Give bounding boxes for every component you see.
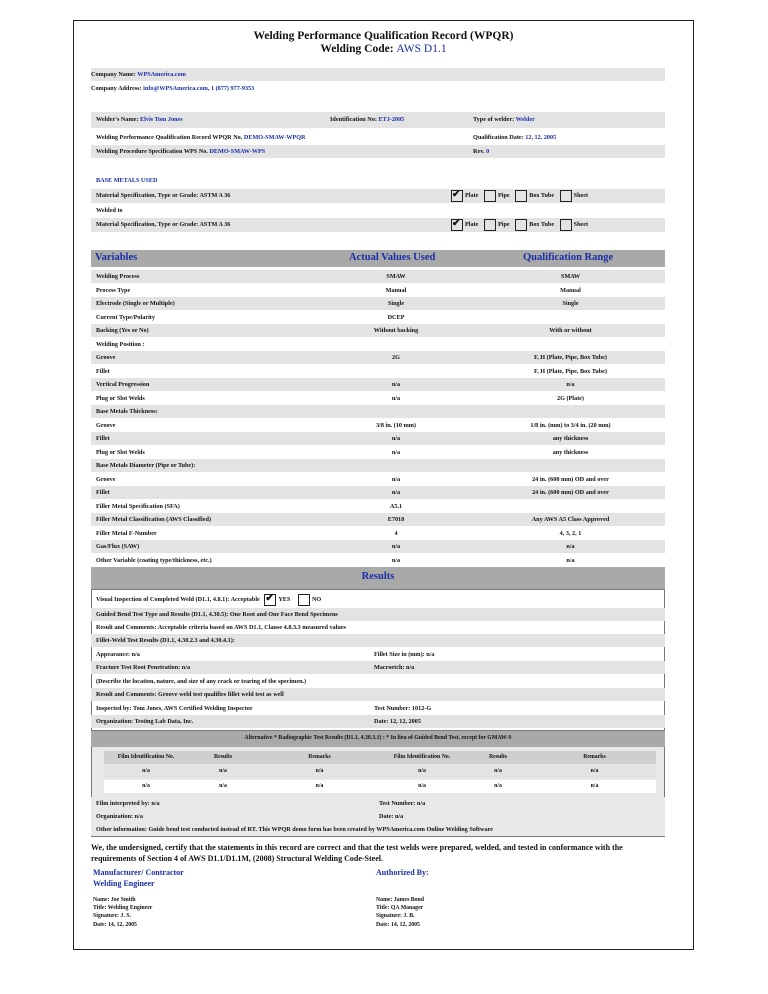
qual-date-cell: [473, 131, 556, 144]
base-metals-title-row: [91, 174, 665, 187]
welder-type-cell: [473, 112, 535, 128]
pipe-checkbox[interactable]: [484, 219, 496, 231]
right-signer-title: Title: QA Manager: [376, 905, 424, 912]
variable-row: [91, 338, 665, 351]
certification-statement: We, the undersigned, certify that the statements in this record are correct and that the test welds were prepared, welded, and tested in conformance with the requirements of Section 4 of AWS D1.1/D1.1M, (2008) Structural Welding Code-Steel.: [91, 843, 623, 863]
variable-label: Fillet: [96, 367, 110, 375]
left-signer-name: Name: Joe Smith: [93, 897, 136, 903]
company-name-row: [91, 68, 665, 81]
bend-test-row: [91, 608, 665, 621]
rt-cell: n/a: [494, 768, 502, 774]
organization: Organization: Testing Lab Data, Inc.: [96, 718, 194, 725]
welding-code: [73, 43, 694, 55]
qualification-range-value: n/a: [566, 543, 575, 550]
actual-value: Single: [387, 300, 405, 307]
actual-value: 3/8 in. (10 mm): [376, 421, 416, 429]
variable-row: [91, 486, 665, 499]
actual-value: n/a: [391, 475, 401, 483]
variable-row: [91, 365, 665, 378]
variable-label: Welding Process: [96, 273, 140, 280]
variable-row: [91, 392, 665, 405]
appearance-row: [91, 648, 665, 661]
company-name-label: Company Name:: [91, 71, 136, 78]
variable-row: [91, 473, 665, 486]
qualification-range-value: F, H (Plate, Pipe, Box Tube): [534, 354, 607, 361]
welded-to: Welded to: [96, 207, 123, 214]
variable-label: Process Type: [96, 286, 131, 294]
variable-row: [91, 378, 665, 391]
rt-header: [91, 731, 665, 747]
qualification-range-value: Single: [562, 300, 579, 307]
wps-row: [91, 145, 665, 158]
qualification-range-value: Any AWS A5 Class Approved: [531, 516, 610, 523]
pipe-checkbox[interactable]: [484, 190, 496, 202]
test-number: Test Number: 1012-G: [374, 705, 432, 712]
variable-label: Base Metals Diameter (Pipe or Tube):: [96, 462, 196, 469]
actual-value: n/a: [391, 435, 401, 442]
plate-label: Plate: [465, 221, 479, 228]
describe: (Describe the location, nature, and size of any crack or tearing of the specimen.): [96, 678, 307, 685]
results-title: Results: [361, 571, 395, 582]
fillet-comments-row: [91, 688, 665, 701]
variable-label: Fillet: [96, 489, 110, 496]
film-interpreted-by: Film interpreted by: n/a: [96, 800, 160, 807]
wpqr-number: DEMO-SMAW-WPQR: [243, 134, 306, 141]
pipe-label: Pipe: [497, 192, 510, 199]
box-tube-checkbox[interactable]: [515, 219, 527, 231]
rt-organization-row: [91, 810, 665, 823]
yes-checkbox[interactable]: [264, 594, 276, 606]
material-1-forms: [451, 189, 588, 203]
material-2: Material Specification, Type or Grade: ASTM A 36: [96, 221, 231, 228]
variable-row: [91, 351, 665, 364]
right-signer-date: Date: 14, 12, 2005: [376, 921, 420, 928]
sheet-checkbox[interactable]: [560, 219, 572, 231]
rt-row: [104, 780, 656, 793]
qual-date: 12, 12, 2005: [525, 134, 557, 141]
variable-row: [91, 527, 665, 540]
variable-row: [91, 513, 665, 526]
variable-row: [91, 311, 665, 324]
box-tube-label: Box Tube: [529, 221, 555, 228]
rev-number: 0: [486, 148, 490, 155]
variables-header: [91, 250, 665, 267]
welding-engineer-heading: Welding Engineer: [93, 878, 155, 888]
rt-other-row: [91, 823, 665, 836]
wps-cell: [96, 145, 265, 158]
organization-row: [91, 715, 665, 728]
wps-label: Welding Procedure Specification WPS No.: [96, 148, 208, 155]
left-signer-signature: Signature: J. S.: [93, 913, 131, 920]
rt-cell: n/a: [418, 783, 426, 789]
wpqr-row: [91, 131, 665, 144]
variable-row: [91, 540, 665, 553]
variable-row: [91, 284, 665, 297]
fillet-size: Fillet Size in (mm): n/a: [374, 651, 435, 658]
fillet-title-row: [91, 634, 665, 647]
variables-heading: Variables: [95, 252, 138, 263]
visual-inspection-label: Visual Inspection of Completed Weld (D1.1, 4.8.1): Acceptable: [96, 596, 260, 603]
rt-header-row: [104, 751, 656, 764]
actual-value: n/a: [391, 543, 401, 550]
variable-row: [91, 419, 665, 432]
variable-label: Filler Metal Classification (AWS Classified): [96, 516, 212, 523]
welder-row: [91, 112, 665, 128]
box-tube-checkbox[interactable]: [515, 190, 527, 202]
wps-number: DEMO-SMAW-WPS: [209, 148, 266, 155]
rev-label: Rev.: [473, 148, 485, 155]
left-signer-block: [93, 896, 152, 929]
variable-label: Current Type/Polarity: [96, 313, 155, 321]
variable-label: Gas/Flux (SAW): [96, 543, 140, 550]
rt-column-header: Film Identification No.: [393, 754, 451, 760]
rt-column-header: Remarks: [583, 754, 606, 760]
variable-label: Base Metals Thickness:: [96, 408, 158, 415]
variable-label: Groove: [96, 354, 116, 361]
rt-column-header: Remarks: [308, 754, 331, 760]
welder-id: ETJ-2005: [378, 116, 405, 123]
variable-row: [91, 446, 665, 459]
qualification-range-value: With or without: [549, 327, 592, 334]
company-address: info@WPSAmerica.com, 1 (877) 977-9353: [143, 85, 255, 92]
form-title: Welding Performance Qualification Record (WPQR): [253, 30, 514, 42]
qualification-range-value: Manual: [560, 286, 581, 294]
qualification-range-value: 1/8 in. (mm) to 3/4 in. (20 mm): [530, 421, 611, 429]
material-1: Material Specification, Type or Grade: ASTM A 36: [96, 192, 231, 199]
variable-label: Groove: [96, 475, 116, 483]
rt-cell: n/a: [315, 783, 324, 789]
plate-checkbox[interactable]: [451, 219, 463, 231]
variable-row: [91, 459, 665, 472]
qualification-range-heading: Qualification Range: [523, 252, 614, 263]
sheet-label: Sheet: [573, 192, 589, 199]
manufacturer-heading: Manufacturer/ Contractor: [93, 868, 184, 877]
rt-row: [104, 765, 656, 778]
inspected-row: [91, 702, 665, 715]
variable-row: [91, 270, 665, 283]
rt-column-header: Results: [488, 754, 508, 760]
actual-value: 4: [394, 529, 398, 537]
variable-label: Fillet: [96, 435, 110, 442]
qual-date-label: Qualification Date:: [473, 134, 524, 141]
variable-row: [91, 432, 665, 445]
material-2-row: [91, 218, 665, 232]
variable-label: Backing (Yes or No): [96, 327, 149, 334]
variable-label: Plug or Slot Welds: [96, 448, 145, 456]
base-metals-title: BASE METALS USED: [96, 177, 158, 184]
variable-label: Filler Metal Specification (SFA): [96, 502, 180, 510]
rt-cell: n/a: [219, 768, 227, 774]
welder-id-label: Identification No:: [330, 116, 377, 123]
welded-to-row: [91, 204, 665, 217]
plate-checkbox[interactable]: [451, 190, 463, 202]
qualification-range-value: 24 in. (600 mm) OD and over: [532, 475, 609, 483]
variable-row: [91, 405, 665, 418]
welder-name: Elvis Tom Jones: [140, 116, 183, 123]
material-2-forms: [451, 218, 588, 232]
variable-label: Electrode (Single or Multiple): [96, 300, 175, 307]
rt-other-info: Other information: Guide bend test conducted instead of RT. This WPQR demo form has been created by WPSAmerica.com Online Welding Software: [96, 826, 493, 833]
plate-label: Plate: [465, 192, 479, 199]
variable-label: Plug or Slot Welds: [96, 394, 145, 402]
actual-value: n/a: [391, 448, 401, 456]
rt-cell: n/a: [142, 783, 150, 789]
variable-label: Welding Position :: [96, 340, 145, 348]
qualification-range-value: 24 in. (600 mm) OD and over: [532, 489, 609, 496]
actual-value: n/a: [391, 489, 401, 496]
actual-value: Manual: [385, 286, 407, 294]
actual-value: E7018: [387, 516, 405, 523]
right-signer-signature: Signature: J. B.: [376, 913, 415, 920]
bend-remarks-row: [91, 621, 665, 634]
right-signer-name: Name: James Bond: [376, 897, 424, 903]
describe-row: [91, 675, 665, 688]
material-1-row: [91, 189, 665, 203]
variable-label: Vertical Progression: [96, 381, 150, 388]
rt-organization: Organization: n/a: [96, 813, 143, 820]
qualification-range-value: any thickness: [552, 435, 589, 442]
welder-type-label: Type of welder:: [473, 116, 515, 123]
variable-label: Filler Metal F-Number: [96, 529, 157, 537]
welding-code-value: AWS D1.1: [396, 43, 447, 55]
qualification-range-value: 2G (Plate): [557, 394, 584, 402]
qualification-range-value: n/a: [566, 381, 575, 388]
variable-row: [91, 297, 665, 310]
actual-value: 2G: [392, 354, 400, 361]
sheet-checkbox[interactable]: [560, 190, 572, 202]
pipe-label: Pipe: [497, 221, 510, 228]
qualification-range-value: F, H (Plate, Pipe, Box Tube): [534, 367, 607, 375]
sheet-label: Sheet: [573, 221, 589, 228]
actual-value: DCEP: [387, 313, 405, 321]
company-name: WPSAmerica.com: [137, 71, 186, 78]
qualification-range-value: n/a: [566, 556, 575, 564]
left-signer-date: Date: 14, 12, 2005: [93, 921, 137, 928]
rev-cell: [473, 145, 489, 158]
rt-cell: n/a: [142, 768, 150, 774]
variable-row: [91, 324, 665, 337]
visual-inspection-row: [91, 593, 665, 607]
bend-remarks: Result and Comments: Acceptable criteria based on AWS D1.1, Clause 4.8.3.3 measured values: [96, 624, 346, 631]
rt-column-header: Results: [213, 754, 233, 760]
yes-label: YES: [278, 596, 291, 603]
actual-value: n/a: [391, 394, 401, 402]
welding-code-label: Welding Code:: [320, 43, 394, 55]
appearance: Appearance: n/a: [96, 651, 140, 658]
wpqr-label: Welding Performance Qualification Record WPQR No.: [96, 134, 243, 141]
box-tube-label: Box Tube: [529, 192, 555, 199]
qualification-range-value: 4, 3, 2, 1: [559, 529, 582, 537]
rt-date: Date: n/a: [379, 813, 404, 820]
rt-cell: n/a: [315, 768, 324, 774]
rt-cell: n/a: [219, 783, 227, 789]
fracture-row: [91, 661, 665, 674]
rt-column-header: Film Identification No.: [117, 754, 175, 760]
welder-type: Welder: [515, 116, 535, 123]
rt-cell: n/a: [590, 783, 599, 789]
qualification-range-value: any thickness: [552, 448, 589, 456]
qualification-range-value: SMAW: [560, 273, 581, 280]
actual-value: A5.1: [389, 502, 403, 510]
welder-id-cell: [330, 112, 404, 128]
actual-value: n/a: [391, 381, 401, 388]
actual-value: Without backing: [373, 327, 419, 334]
welder-name-label: Welder's Name:: [96, 116, 139, 123]
actual-value: SMAW: [386, 273, 406, 280]
rt-test-number: Test Number: n/a: [379, 800, 426, 807]
variable-row: [91, 500, 665, 513]
no-label: NO: [311, 596, 322, 603]
left-signer-title: Title: Welding Engineer: [93, 905, 153, 912]
film-by-row: [91, 797, 665, 810]
rt-cell: n/a: [590, 768, 599, 774]
actual-values-heading: Actual Values Used: [349, 252, 436, 263]
variable-label: Groove: [96, 421, 116, 429]
authorized-by-heading: Authorized By:: [376, 868, 429, 877]
no-checkbox[interactable]: [298, 594, 310, 606]
fillet-comments: Result and Comments: Groove weld test qualifies fillet weld test as well: [96, 691, 284, 698]
right-signer-block: [376, 896, 424, 929]
fillet-title: Fillet-Weld Test Results (D1.1, 4.30.2.3 and 4.30.4.1):: [96, 637, 235, 644]
bend-test: Guided Bend Test Type and Results (D1.1, 4.30.5): One Root and One Face Bend Specimens: [96, 611, 338, 618]
variable-row: [91, 554, 665, 567]
variable-label: Other Variable (coating type/thickness, etc.): [96, 556, 212, 564]
welder-name-cell: [96, 112, 183, 128]
results-header: [91, 567, 665, 589]
results-date: Date: 12, 12, 2005: [374, 718, 421, 725]
company-address-row: [91, 82, 665, 95]
company-address-label: Company Address:: [91, 85, 142, 92]
left-signer-heading: [93, 868, 184, 889]
fracture: Fracture Test Root Penetration: n/a: [96, 664, 191, 671]
inspected-by: Inspected by: Tom Jones, AWS Certified Welding Inspector: [96, 705, 253, 712]
macroetch: Macroetch: n/a: [374, 664, 415, 671]
wpqr-cell: [96, 131, 306, 144]
rt-cell: n/a: [494, 783, 502, 789]
rt-title: Alternative * Radiographic Test Results (D1.1, 4.30.3.1) : * In lieu of Guided Bend Test, except for GMAW-S: [244, 735, 512, 741]
actual-value: n/a: [391, 556, 401, 564]
rt-cell: n/a: [418, 768, 426, 774]
